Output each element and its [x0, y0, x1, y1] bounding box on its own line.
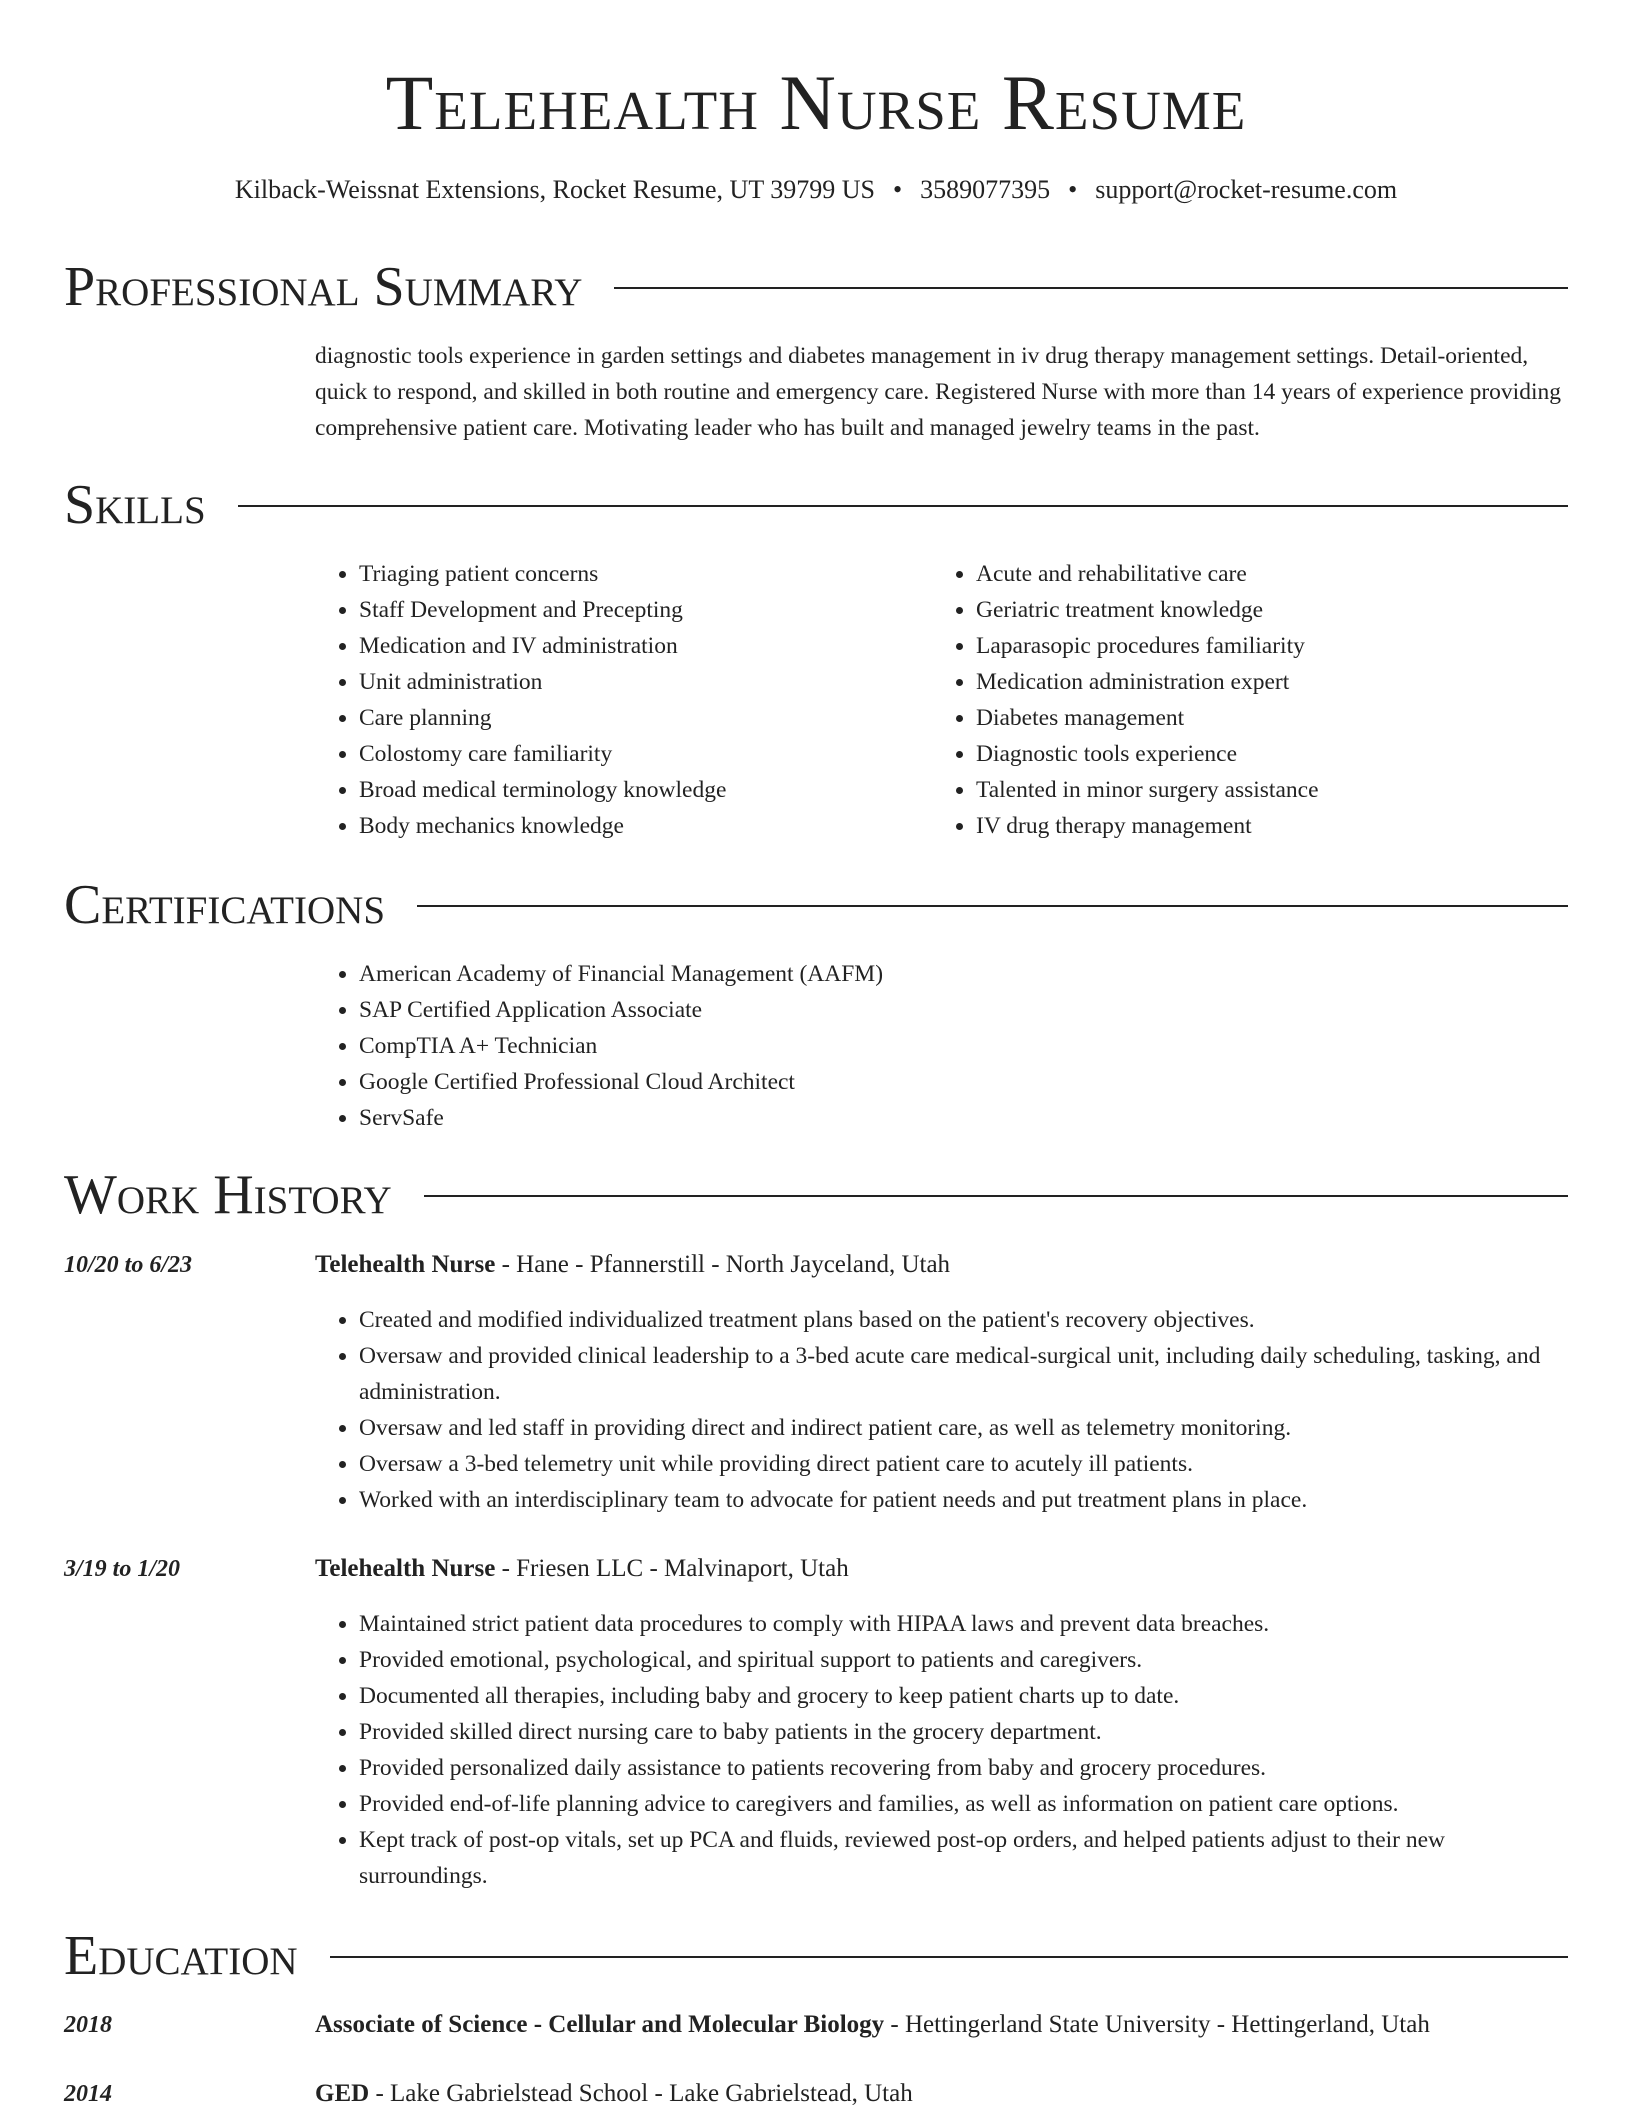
responsibility-item: • Provided end-of-life planning advice to caregivers and families, as well as information on patient care options.	[359, 1786, 1565, 1822]
job-heading	[315, 1247, 1575, 1283]
responsibility-item: • Provided personalized daily assistance to patients recovering from baby and grocery procedures.	[359, 1750, 1565, 1786]
certifications-list	[315, 956, 1565, 1136]
skill-item: • Diabetes management	[976, 700, 1552, 736]
responsibility-item: • Maintained strict patient data procedures to comply with HIPAA laws and prevent data breaches.	[359, 1606, 1565, 1642]
skill-item: • Colostomy care familiarity	[359, 736, 915, 772]
skill-item: • IV drug therapy management	[976, 808, 1552, 844]
certification-item: • CompTIA A+ Technician	[359, 1028, 1565, 1064]
job-title: Telehealth Nurse	[315, 1251, 496, 1278]
job-title: Telehealth Nurse	[315, 1555, 496, 1582]
contact-email: support@rocket-resume.com	[1095, 175, 1398, 204]
certification-item: • SAP Certified Application Associate	[359, 992, 1565, 1028]
education-entry	[315, 2007, 1575, 2043]
education-year: 2014	[64, 2081, 112, 2107]
education-school-location: - Hettingerland State University - Hettingerland, Utah	[884, 2011, 1430, 2038]
education-entry	[315, 2076, 1575, 2112]
section-heading: Professional Summary	[64, 256, 583, 318]
section-skills	[64, 472, 1568, 538]
skill-item: • Laparasopic procedures familiarity	[976, 628, 1552, 664]
contact-separator: •	[1068, 175, 1078, 204]
section-divider	[330, 1956, 1568, 1958]
skill-item: • Medication administration expert	[976, 664, 1552, 700]
skill-item: • Staff Development and Precepting	[359, 592, 915, 628]
skill-item: • Unit administration	[359, 664, 915, 700]
responsibility-item: • Documented all therapies, including baby and grocery to keep patient charts up to date.	[359, 1678, 1565, 1714]
responsibility-item: • Created and modified individualized treatment plans based on the patient's recovery objectives.	[359, 1302, 1565, 1338]
section-professional-summary	[64, 254, 1568, 320]
job-dates: 3/19 to 1/20	[64, 1556, 181, 1582]
skill-item: • Diagnostic tools experience	[976, 736, 1552, 772]
responsibility-item: • Provided skilled direct nursing care to baby patients in the grocery department.	[359, 1714, 1565, 1750]
section-divider	[238, 505, 1568, 507]
responsibility-item: • Oversaw and provided clinical leadership to a 3-bed acute care medical-surgical unit, including daily scheduling, tasking, and administration.	[359, 1338, 1565, 1410]
resume-title: Telehealth Nurse Resume	[385, 59, 1247, 146]
skills-column-left	[315, 556, 915, 844]
responsibility-item: • Oversaw a 3-bed telemetry unit while providing direct patient care to acutely ill patients.	[359, 1446, 1565, 1482]
section-divider	[424, 1195, 1568, 1197]
education-year: 2018	[64, 2012, 112, 2038]
job-employer-location: - Hane - Pfannerstill - North Jayceland, Utah	[495, 1251, 951, 1278]
certification-item: • American Academy of Financial Management (AAFM)	[359, 956, 1565, 992]
responsibility-item: • Oversaw and led staff in providing direct and indirect patient care, as well as telemetry monitoring.	[359, 1410, 1565, 1446]
section-work-history	[64, 1162, 1568, 1228]
section-heading: Work History	[64, 1164, 392, 1226]
education-degree: Associate of Science - Cellular and Molecular Biology	[315, 2011, 885, 2038]
section-heading: Education	[64, 1925, 298, 1987]
skill-item: • Broad medical terminology knowledge	[359, 772, 915, 808]
skill-item: • Body mechanics knowledge	[359, 808, 915, 844]
skill-item: • Talented in minor surgery assistance	[976, 772, 1552, 808]
skill-item: • Medication and IV administration	[359, 628, 915, 664]
contact-separator: •	[892, 175, 903, 204]
skills-column-right	[932, 556, 1552, 844]
job-responsibilities	[315, 1606, 1565, 1894]
section-heading: Certifications	[64, 874, 386, 936]
section-divider	[417, 905, 1568, 907]
job-employer-location: - Friesen LLC - Malvinaport, Utah	[495, 1555, 849, 1582]
section-divider	[614, 287, 1568, 289]
job-responsibilities	[315, 1302, 1565, 1518]
skill-item: • Geriatric treatment knowledge	[976, 592, 1552, 628]
certification-item: • ServSafe	[359, 1100, 1565, 1136]
skill-item: • Acute and rehabilitative care	[976, 556, 1552, 592]
section-certifications	[64, 872, 1568, 938]
education-school-location: - Lake Gabrielstead School - Lake Gabrielstead, Utah	[369, 2080, 913, 2107]
job-dates: 10/20 to 6/23	[64, 1252, 193, 1278]
section-heading: Skills	[64, 474, 206, 536]
education-degree: GED	[315, 2080, 370, 2107]
section-education	[64, 1923, 1568, 1989]
responsibility-item: • Worked with an interdisciplinary team to advocate for patient needs and put treatment plans in place.	[359, 1482, 1565, 1518]
certification-item: • Google Certified Professional Cloud Architect	[359, 1064, 1565, 1100]
skill-item: • Triaging patient concerns	[359, 556, 915, 592]
skill-item: • Care planning	[359, 700, 915, 736]
responsibility-item: • Provided emotional, psychological, and spiritual support to patients and caregivers.	[359, 1642, 1565, 1678]
summary-text: diagnostic tools experience in garden settings and diabetes management in iv drug therapy management settings. Detail-oriented, quick to respond, and skilled in both routine and emergency care. Registered Nurse with more than 14 years of experience providing comprehensive patient care. Motivating leader who has built and managed jewelry teams in the past.	[315, 343, 1561, 441]
job-heading	[315, 1551, 1575, 1587]
contact-line	[0, 172, 1632, 208]
contact-address: Kilback-Weissnat Extensions, Rocket Resume, UT 39799 US	[234, 175, 875, 204]
contact-phone: 3589077395	[920, 175, 1051, 204]
responsibility-item: • Kept track of post-op vitals, set up PCA and fluids, reviewed post-op orders, and helped patients adjust to their new surroundings.	[359, 1822, 1565, 1894]
